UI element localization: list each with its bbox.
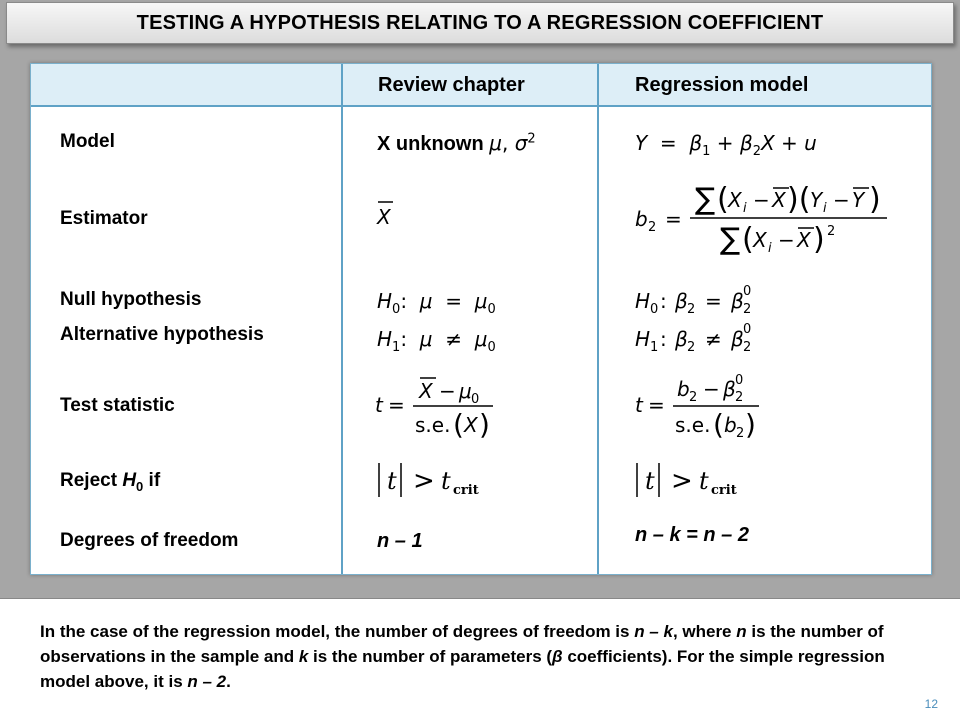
- regression-null-hypothesis: [635, 282, 795, 318]
- svg-text:2: 2: [687, 302, 696, 317]
- svg-text:=: =: [705, 289, 722, 313]
- svg-text:−: −: [439, 379, 456, 403]
- footer-note: [0, 598, 960, 721]
- svg-text:β: β: [731, 327, 744, 351]
- svg-text:t: t: [635, 393, 643, 417]
- svg-text:t: t: [387, 467, 397, 495]
- svg-text:2: 2: [743, 340, 752, 355]
- svg-text:=: =: [648, 393, 665, 417]
- svg-text:X: X: [419, 379, 433, 403]
- review-reject-condition: [375, 459, 505, 501]
- svg-text:b: b: [677, 377, 690, 401]
- svg-text:): ): [479, 408, 490, 441]
- svg-text:0: 0: [471, 392, 480, 407]
- svg-text:2: 2: [689, 390, 698, 405]
- svg-text:≠: ≠: [705, 327, 722, 351]
- svg-text:2: 2: [648, 220, 657, 235]
- header-regression-model: Regression model: [635, 74, 809, 96]
- svg-text:Y: Y: [852, 188, 865, 212]
- svg-text:0: 0: [743, 322, 752, 337]
- footer-text: In the case of the regression model, the number of degrees of freedom is n – k, where n is the number of observations in the sample and k is the number of parameters (β coefficients). For the simple regression model above, it is n – 2.: [40, 622, 885, 691]
- svg-text:(: (: [717, 182, 729, 217]
- svg-text:0: 0: [735, 373, 744, 388]
- svg-text:−: −: [778, 228, 795, 252]
- regression-estimator-formula: [635, 179, 895, 259]
- label-model: Model: [60, 131, 115, 152]
- svg-text:Y: Y: [810, 188, 823, 212]
- svg-text:−: −: [703, 377, 720, 401]
- svg-text:): ): [869, 182, 881, 217]
- svg-text:2: 2: [735, 390, 744, 405]
- svg-text:X: X: [728, 188, 742, 212]
- svg-text:β: β: [731, 289, 744, 313]
- label-reject-if: Reject $H_0$ if: [60, 470, 161, 494]
- label-degrees-of-freedom: Degrees of freedom: [60, 530, 239, 551]
- svg-text:2: 2: [827, 224, 836, 239]
- label-test-statistic: Test statistic: [60, 395, 175, 416]
- svg-text:t: t: [441, 467, 451, 495]
- svg-text:β: β: [723, 377, 736, 401]
- svg-text:X: X: [772, 188, 786, 212]
- svg-text:μ: μ: [459, 379, 472, 403]
- svg-text:H: H: [635, 327, 651, 351]
- review-alternative-hypothesis: $H_1$: $\mu \ne \mu_0$: [377, 327, 496, 355]
- review-degrees-of-freedom: n – 1: [377, 530, 423, 552]
- svg-text:2: 2: [687, 340, 696, 355]
- svg-text::: :: [660, 327, 667, 351]
- svg-text:X: X: [377, 205, 391, 229]
- review-test-statistic-formula: [375, 374, 505, 440]
- svg-text:i: i: [743, 201, 747, 216]
- svg-text:>: >: [671, 466, 693, 496]
- label-estimator: Estimator: [60, 208, 148, 229]
- svg-text:): ): [813, 222, 825, 257]
- svg-text:H: H: [635, 289, 651, 313]
- svg-text:(: (: [453, 408, 464, 441]
- svg-text:t: t: [699, 467, 709, 495]
- svg-text:X: X: [753, 228, 767, 252]
- svg-text:t: t: [375, 393, 383, 417]
- svg-text:∑: ∑: [720, 222, 741, 257]
- header-review-chapter: Review chapter: [378, 74, 525, 96]
- page-number: 12: [924, 697, 938, 711]
- label-alternative-hypothesis: Alternative hypothesis: [60, 324, 264, 345]
- svg-text:β: β: [675, 289, 688, 313]
- regression-model-equation: $Y = \beta_1 + \beta_2X + u$: [635, 131, 817, 159]
- svg-text:−: −: [833, 188, 850, 212]
- comparison-table: [30, 63, 932, 575]
- review-estimator-xbar: [377, 199, 417, 229]
- svg-text:(: (: [742, 222, 754, 257]
- svg-text:0: 0: [650, 302, 659, 317]
- regression-test-statistic-formula: [635, 374, 775, 440]
- regression-degrees-of-freedom: n – k = n – 2: [635, 524, 749, 546]
- svg-text:=: =: [388, 393, 405, 417]
- regression-alternative-hypothesis: [635, 320, 795, 356]
- svg-text:i: i: [823, 201, 827, 216]
- svg-text:)(: )(: [787, 182, 811, 217]
- svg-text::: :: [660, 289, 667, 313]
- svg-text:2: 2: [736, 426, 745, 441]
- svg-text:s.e.: s.e.: [415, 413, 451, 437]
- svg-text:t: t: [645, 467, 655, 495]
- svg-text:=: =: [665, 207, 682, 231]
- column-divider: [597, 64, 599, 574]
- review-null-hypothesis: $H_0$: $\mu = \mu_0$: [377, 289, 496, 317]
- svg-text:−: −: [753, 188, 770, 212]
- column-divider: [341, 64, 343, 574]
- svg-text:1: 1: [650, 340, 659, 355]
- review-model: X unknown μ, $\sigma^2$: [377, 131, 536, 155]
- svg-text:∑: ∑: [695, 182, 716, 217]
- svg-text:β: β: [675, 327, 688, 351]
- svg-text:crit: crit: [453, 483, 479, 498]
- svg-text:crit: crit: [711, 483, 737, 498]
- svg-text:): ): [745, 408, 756, 441]
- svg-text:i: i: [768, 241, 772, 256]
- regression-reject-condition: [633, 459, 763, 501]
- svg-text:0: 0: [743, 284, 752, 299]
- svg-text:>: >: [413, 466, 435, 496]
- svg-text:2: 2: [743, 302, 752, 317]
- slide-title: TESTING A HYPOTHESIS RELATING TO A REGRESSION COEFFICIENT: [136, 11, 824, 34]
- svg-text:X: X: [464, 413, 478, 437]
- svg-text:s.e.: s.e.: [675, 413, 711, 437]
- svg-text:(: (: [713, 408, 724, 441]
- label-null-hypothesis: Null hypothesis: [60, 289, 202, 310]
- svg-text:X: X: [797, 228, 811, 252]
- svg-text:b: b: [724, 413, 737, 437]
- title-bar: [6, 2, 954, 44]
- svg-text:b: b: [635, 207, 648, 231]
